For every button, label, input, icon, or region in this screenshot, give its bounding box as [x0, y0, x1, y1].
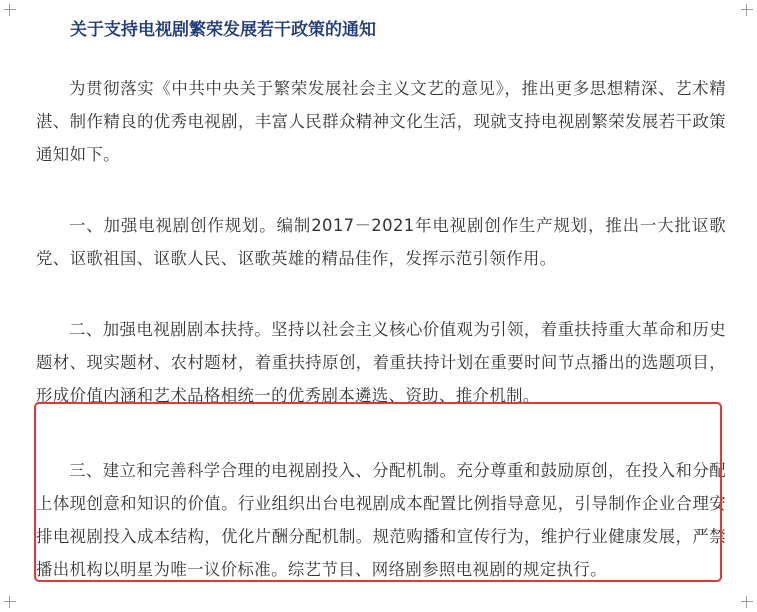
corner-crop-mark [4, 596, 16, 608]
paragraph-item-3-highlighted: 三、建立和完善科学合理的电视剧投入、分配机制。充分尊重和鼓励原创，在投入和分配上体现创意和知识的价值。行业组织出台电视剧成本配置比例指导意见，引导制作企业合理安排电视剧投入成本结构，优化片酬分配机制。规范购播和宣传行为，维护行业健康发展，严禁播出机构以明星为唯一议价标准。综艺节目、网络剧参照电视剧的规定执行。 [36, 461, 726, 579]
paragraph-intro: 为贯彻落实《中共中央关于繁荣发展社会主义文艺的意见》，推出更多思想精深、艺术精湛、制作精良的优秀电视剧，丰富人民群众精神文化生活，现就支持电视剧繁荣发展若干政策通知如下。 [36, 79, 726, 164]
paragraph-item-1: 一、加强电视剧创作规划。编制2017－2021年电视剧创作生产规划，推出一大批讴歌党、讴歌祖国、讴歌人民、讴歌英雄的精品佳作，发挥示范引领作用。 [36, 216, 726, 268]
corner-crop-mark [741, 4, 753, 16]
document-title: 关于支持电视剧繁荣发展若干政策的通知 [70, 20, 376, 40]
corner-crop-mark [741, 596, 753, 608]
paragraph-item-2: 二、加强电视剧剧本扶持。坚持以社会主义核心价值观为引领，着重扶持重大革命和历史题材、现实题材、农村题材，着重扶持原创，着重扶持计划在重要时间节点播出的选题项目，形成价值内涵和艺术品格相统一的优秀剧本遴选、资助、推介机制。 [36, 320, 726, 405]
document-body [36, 18, 726, 586]
corner-crop-mark [4, 4, 16, 16]
